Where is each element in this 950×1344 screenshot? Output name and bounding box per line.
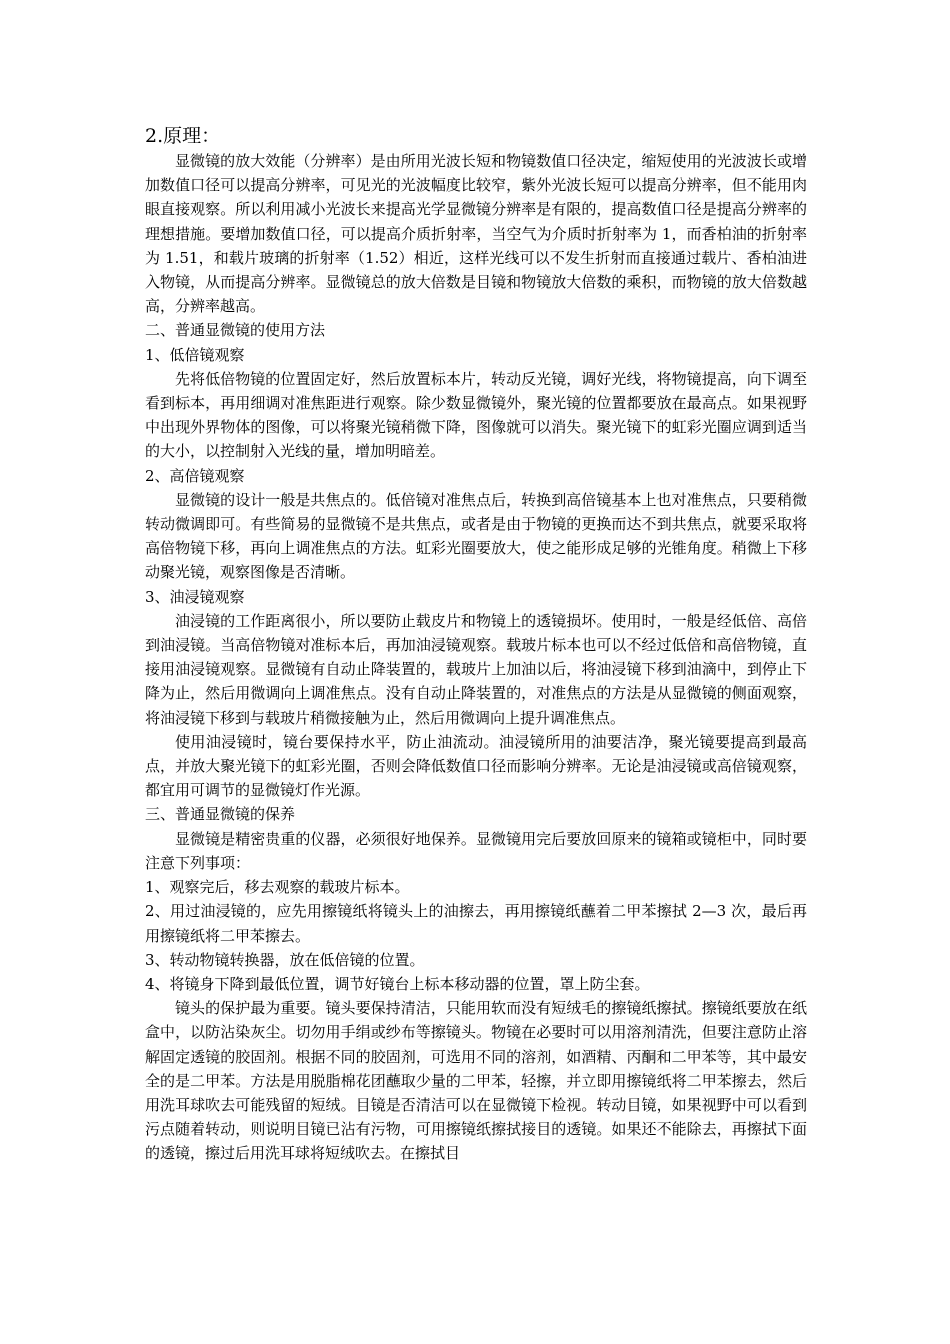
paragraph-high-power: 显微镜的设计一般是共焦点的。低倍镜对准焦点后，转换到高倍镜基本上也对准焦点，只要稍微转动微调即可。有些简易的显微镜不是共焦点，或者是由于物镜的更换而达不到共焦点，就要采取将高倍物镜下移，再向上调准焦点的方法。虹彩光圈要放大，使之能形成足够的光锥角度。稍微上下移动聚光镜，观察图像是否清晰。	[145, 490, 807, 582]
list-item-1: 1、观察完后，移去观察的载玻片标本。	[145, 878, 410, 897]
paragraph-oil-immersion-1: 油浸镜的工作距离很小，所以要防止载皮片和物镜上的透镜损坏。使用时，一般是经低倍、高倍到油浸镜。当高倍物镜对准标本后，再加油浸镜观察。载玻片标本也可以不经过低倍和高倍物镜，直接用油浸镜观察。显微镜有自动止降装置的，载玻片上加油以后，将油浸镜下移到油滴中，到停止下降为止，然后用微调向上调准焦点。没有自动止降装置的，对准焦点的方法是从显微镜的侧面观察，将油浸镜下移到与载玻片稍微接触为止，然后用微调向上提升调准焦点。	[145, 611, 807, 727]
section-heading-usage: 二、普通显微镜的使用方法	[145, 321, 326, 340]
document-page	[145, 120, 807, 1166]
paragraph-maintenance: 显微镜是精密贵重的仪器，必须很好地保养。显微镜用完后要放回原来的镜箱或镜柜中，同时要注意下列事项：	[145, 829, 807, 872]
subheading-high-power: 2、高倍镜观察	[145, 466, 245, 485]
subheading-oil-immersion: 3、油浸镜观察	[145, 587, 245, 606]
list-item-2: 2、用过油浸镜的，应先用擦镜纸将镜头上的油擦去，再用擦镜纸蘸着二甲苯擦拭 2—3 次，最后再用擦镜纸将二甲苯擦去。	[145, 902, 807, 945]
list-item-3: 3、转动物镜转换器，放在低倍镜的位置。	[145, 950, 425, 969]
paragraph-oil-immersion-2: 使用油浸镜时，镜台要保持水平，防止油流动。油浸镜所用的油要洁净，聚光镜要提高到最高点，并放大聚光镜下的虹彩光圈，否则会降低数值口径而影响分辨率。无论是油浸镜或高倍镜观察，都宜用可调节的显微镜灯作光源。	[145, 732, 807, 800]
paragraph-principle: 显微镜的放大效能（分辨率）是由所用光波长短和物镜数值口径决定，缩短使用的光波波长或增加数值口径可以提高分辨率，可见光的光波幅度比较窄，紫外光波长短可以提高分辨率，但不能用肉眼直接观察。所以利用减小光波长来提高光学显微镜分辨率是有限的，提高数值口径是提高分辨率的理想措施。要增加数值口径，可以提高介质折射率，当空气为介质时折射率为 1，而香柏油的折射率为 1.51，和载片玻璃的折射率（1.52）相近，这样光线可以不发生折射而直接通过载片、香柏油进入物镜，从而提高分辨率。显微镜总的放大倍数是目镜和物镜放大倍数的乘积，而物镜的放大倍数越高，分辨率越高。	[145, 152, 807, 316]
subheading-low-power: 1、低倍镜观察	[145, 345, 245, 364]
list-item-4: 4、将镜身下降到最低位置，调节好镜台上标本移动器的位置，罩上防尘套。	[145, 974, 650, 993]
paragraph-lens-care: 镜头的保护最为重要。镜头要保持清洁，只能用软而没有短绒毛的擦镜纸擦拭。擦镜纸要放在纸盒中，以防沾染灰尘。切勿用手绢或纱布等擦镜头。物镜在必要时可以用溶剂清洗，但要注意防止溶解固定透镜的胶固剂。根据不同的胶固剂，可选用不同的溶剂，如酒精、丙酮和二甲苯等，其中最安全的是二甲苯。方法是用脱脂棉花团蘸取少量的二甲苯，轻擦，并立即用擦镜纸将二甲苯擦去，然后用洗耳球吹去可能残留的短绒。目镜是否清洁可以在显微镜下检视。转动目镜，如果视野中可以看到污点随着转动，则说明目镜已沾有污物，可用擦镜纸擦拭接目的透镜。如果还不能除去，再擦拭下面的透镜，擦过后用洗耳球将短绒吹去。在擦拭目	[145, 999, 807, 1163]
section-heading-maintenance: 三、普通显微镜的保养	[145, 805, 296, 824]
heading-principle: 2.原理：	[145, 125, 221, 147]
paragraph-low-power: 先将低倍物镜的位置固定好，然后放置标本片，转动反光镜，调好光线，将物镜提高，向下调至看到标本，再用细调对准焦距进行观察。除少数显微镜外，聚光镜的位置都要放在最高点。如果视野中出现外界物体的图像，可以将聚光镜稍微下降，图像就可以消失。聚光镜下的虹彩光圈应调到适当的大小，以控制射入光线的量，增加明暗差。	[145, 369, 807, 461]
